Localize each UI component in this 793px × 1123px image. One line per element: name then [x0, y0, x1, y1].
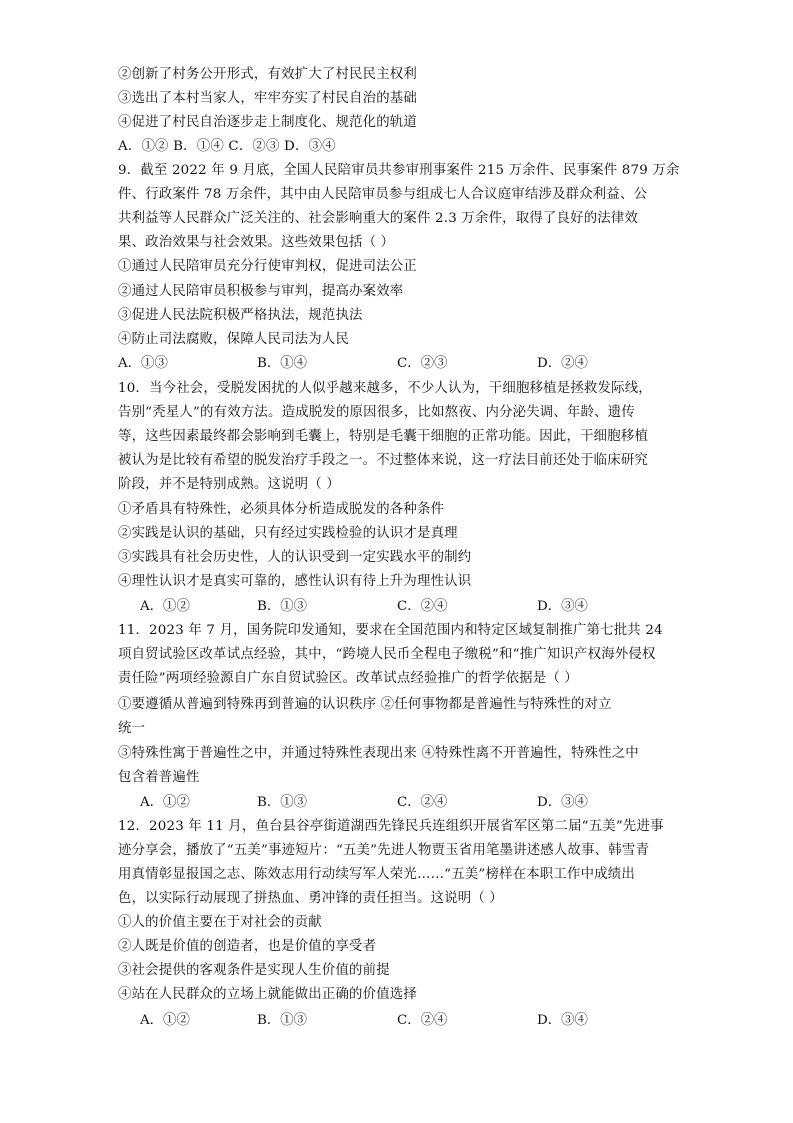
q10-option-b: B．①③	[257, 599, 308, 614]
q9-item: ③促进人民法院积极严格执法，规范执法	[118, 308, 363, 323]
q12-option-b: B．①③	[257, 1013, 308, 1028]
q12-item: ②人既是价值的创造者，也是价值的享受者	[118, 939, 377, 954]
q10-stem-line: 告别“秃星人”的有效方法。造成脱发的原因很多，比如熬夜、内分泌失调、年龄、遗传	[118, 405, 635, 420]
q9-stem-line: 共利益等人民群众广泛关注的、社会影响重大的案件 2.3 万余件，取得了良好的法律效	[118, 211, 639, 226]
q9-stem-line: 果、政治效果与社会效果。这些效果包括（ ）	[118, 235, 395, 250]
q12-stem-line: 迹分享会，播放了“五美”事迹短片：“五美”先进人物贾玉省用笔墨讲述感人故事、韩雪青	[118, 843, 650, 858]
q11-item: ③特殊性寓于普遍性之中，并通过特殊性表现出来 ④特殊性离不开普遍性，特殊性之中	[118, 746, 639, 761]
q9-option-d: D．②④	[537, 356, 588, 371]
q12-stem-line: 12．2023 年 11 月，鱼台县谷亭街道湖西先锋民兵连组织开展省军区第二届“五美”先进事	[118, 819, 664, 834]
q12-stem-line: 色，以实际行动展现了拼热血、勇冲锋的责任担当。这说明（ ）	[118, 891, 503, 906]
q10-option-a: A．①②	[140, 599, 190, 614]
q11-option-a: A．①②	[140, 795, 190, 810]
q10-option-d: D．③④	[537, 599, 588, 614]
q11-option-b: B．①③	[257, 795, 308, 810]
q9-item: ④防止司法腐败，保障人民司法为人民	[118, 332, 350, 347]
q9-option-c: C．②③	[397, 356, 448, 371]
q10-stem-line: 10．当今社会，受脱发困扰的人似乎越来越多，不少人认为，干细胞移植是拯救发际线，	[118, 381, 652, 396]
q10-item: ④理性认识才是真实可靠的，感性认识有待上升为理性认识	[118, 574, 472, 589]
q8-item-4: ④促进了村民自治逐步走上制度化、规范化的轨道	[118, 115, 417, 130]
q9-item: ②通过人民陪审员积极参与审判，提高办案效率	[118, 284, 404, 299]
q11-stem-line: 项自贸试验区改革试点经验，其中，“跨境人民币全程电子缴税”和“推广知识产权海外侵权	[118, 647, 656, 662]
q12-stem-line: 用真情彰显报国之志、陈效志用行动续写军人荣光……“五美”榜样在本职工作中成绩出	[118, 867, 635, 882]
q9-stem-line: 9．截至 2022 年 9 月底，全国人民陪审员共参审刑事案件 215 万余件、民事案件 879 万余	[118, 163, 680, 178]
q9-option-a: A．①③	[118, 356, 168, 371]
q12-item: ③社会提供的客观条件是实现人生价值的前提	[118, 963, 390, 978]
q12-option-c: C．②④	[397, 1013, 448, 1028]
q8-item-3: ③选出了本村当家人，牢牢夯实了村民自治的基础	[118, 91, 417, 106]
q10-stem-line: 被认为是比较有希望的脱发治疗手段之一。不过整体来说，这一疗法目前还处于临床研究	[118, 453, 649, 468]
q12-option-a: A．①②	[140, 1013, 190, 1028]
q11-stem-line: 责任险”两项经验源自广东自贸试验区。改革试点经验推广的哲学依据是（ ）	[118, 671, 578, 686]
q8-answer-options: A．①② B．①④ C．②③ D．③④	[118, 139, 336, 154]
q12-option-d: D．③④	[537, 1013, 588, 1028]
q8-item-2: ②创新了村务公开形式，有效扩大了村民民主权利	[118, 67, 417, 82]
q10-item: ①矛盾具有特殊性，必须具体分析造成脱发的各种条件	[118, 502, 445, 517]
q12-item: ④站在人民群众的立场上就能做出正确的价值选择	[118, 987, 417, 1002]
q12-item: ①人的价值主要在于对社会的贡献	[118, 915, 322, 930]
q11-option-c: C．②④	[397, 795, 448, 810]
q10-option-c: C．②④	[397, 599, 448, 614]
q11-option-d: D．③④	[537, 795, 588, 810]
q11-item: 统一	[118, 721, 146, 736]
q10-item: ③实践具有社会历史性，人的认识受到一定实践水平的制约	[118, 550, 472, 565]
q10-item: ②实践是认识的基础，只有经过实践检验的认识才是真理	[118, 526, 458, 541]
q11-item: ①要遵循从普遍到特殊再到普遍的认识秩序 ②任何事物都是普遍性与特殊性的对立	[118, 697, 612, 712]
q11-stem-line: 11．2023 年 7 月，国务院印发通知，要求在全国范围内和特定区域复制推广第七批共 24	[118, 623, 663, 638]
q10-stem-line: 阶段，并不是特别成熟。这说明（ ）	[118, 477, 340, 492]
q9-item: ①通过人民陪审员充分行使审判权，促进司法公正	[118, 259, 417, 274]
q10-stem-line: 等，这些因素最终都会影响到毛囊上，特别是毛囊干细胞的正常功能。因此，干细胞移植	[118, 429, 649, 444]
q9-option-b: B．①④	[257, 356, 308, 371]
q9-stem-line: 件、行政案件 78 万余件，其中由人民陪审员参与组成七人合议庭审结涉及群众利益、公	[118, 187, 648, 202]
q11-item: 包含着普遍性	[118, 770, 200, 785]
